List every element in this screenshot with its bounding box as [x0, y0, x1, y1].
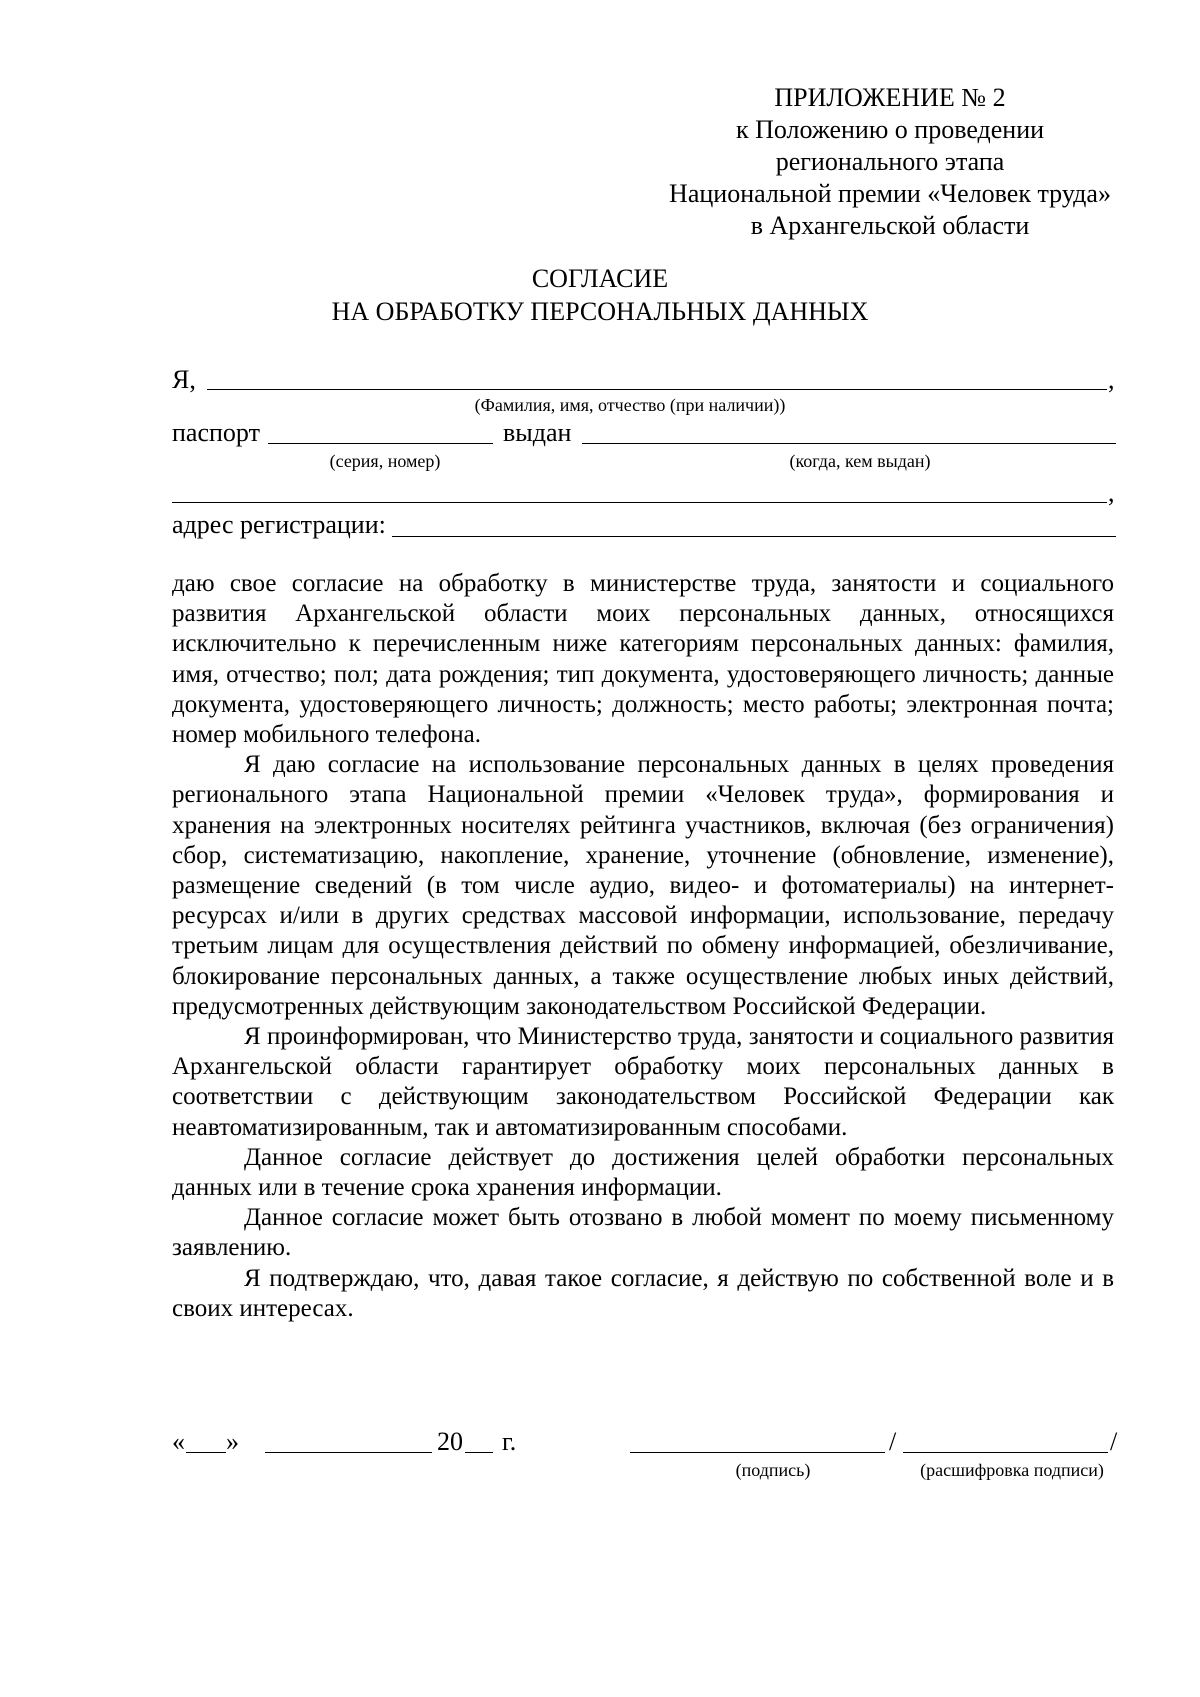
- date-year-field[interactable]: [465, 1452, 493, 1453]
- appendix-ref-line: к Положению о проведении: [735, 115, 1045, 144]
- passport-issued-field[interactable]: [582, 443, 1116, 444]
- full-name-hint: (Фамилия, имя, отчество (при наличии)): [474, 395, 786, 415]
- signature-decode-field[interactable]: [903, 1452, 1108, 1453]
- signature-slash: /: [889, 1427, 897, 1456]
- signature-field[interactable]: [630, 1452, 885, 1453]
- appendix-ref-line: в Архангельской области: [750, 211, 1030, 240]
- issued-label: выдан: [503, 418, 572, 447]
- appendix-ref-line: Национальной премии «Человек труда»: [669, 179, 1111, 208]
- date-year-prefix: 20: [437, 1427, 463, 1456]
- date-close-quote: »: [226, 1427, 239, 1456]
- passport-series-field[interactable]: [268, 443, 493, 444]
- full-name-field[interactable]: [207, 389, 1107, 390]
- consent-paragraph: Данное согласие может быть отозвано в любой момент по моему письменному заявлению.: [172, 1204, 1114, 1262]
- comma: ,: [1108, 478, 1115, 507]
- document-title: [0, 262, 1200, 328]
- i-label: Я,: [172, 365, 196, 394]
- appendix-header: [640, 82, 1140, 242]
- date-month-field[interactable]: [265, 1452, 432, 1453]
- title-line: НА ОБРАБОТКУ ПЕРСОНАЛЬНЫХ ДАННЫХ: [331, 297, 869, 326]
- title-line: СОГЛАСИЕ: [531, 264, 669, 293]
- passport-issued-continuation-field[interactable]: [172, 502, 1107, 503]
- consent-paragraph: Я подтверждаю, что, давая такое согласие, я действую по собственной воле и в своих интересах.: [172, 1264, 1114, 1322]
- date-day-field[interactable]: [186, 1452, 226, 1453]
- date-year-suffix: г.: [502, 1427, 517, 1456]
- address-label: адрес регистрации:: [172, 510, 386, 539]
- passport-series-hint: (серия, номер): [329, 451, 441, 471]
- consent-paragraph: Данное согласие действует до достижения целей обработки персональных данных или в течение срока хранения информации.: [172, 1143, 1114, 1202]
- consent-body: [172, 569, 1114, 1324]
- consent-paragraph: Я даю согласие на использование персональных данных в целях проведения регионального этапа Национальной премии «Человек труда», формирования и хранения на электронных носителях рейтинга участников, включая (без ограничения) сбор, систематизацию, накопление, хранение, уточнение (обновление, изменение), размещение сведений (в том числе аудио, видео- и фотоматериалы) на интернет-ресурсах и/или в других средствах массовой информации, использование, передачу третьим лицам для осуществления действий по обмену информацией, обезличивание, блокирование персональных данных, а также осуществление любых иных действий, предусмотренных действующим законодательством Российской Федерации.: [172, 751, 1114, 1020]
- appendix-number: ПРИЛОЖЕНИЕ № 2: [774, 83, 1006, 112]
- passport-issued-hint: (когда, кем выдан): [789, 451, 931, 471]
- comma: ,: [1108, 365, 1115, 394]
- signature-decode-hint: (расшифровка подписи): [920, 1460, 1104, 1480]
- signature-hint: (подпись): [735, 1460, 811, 1480]
- appendix-ref-line: регионального этапа: [775, 147, 1005, 176]
- consent-paragraph: Я проинформирован, что Министерство труда, занятости и социального развития Архангельской области гарантирует обработку моих персональных данных в соответствии с действующим законодательством Российской Федерации как неавтоматизированным, так и автоматизированным способами.: [172, 1023, 1114, 1141]
- consent-paragraph: даю свое согласие на обработку в министерстве труда, занятости и социального развития Архангельской области моих персональных данных, относящихся исключительно к перечисленным ниже категориям персональных данных: фамилия, имя, отчество; пол; дата рождения; тип документа, удостоверяющего личность; данные документа, удостоверяющего личность; должность; место работы; электронная почта; номер мобильного телефона.: [172, 570, 1114, 749]
- signature-slash: /: [1110, 1427, 1118, 1456]
- address-field[interactable]: [392, 536, 1116, 537]
- passport-label: паспорт: [172, 418, 260, 447]
- date-open-quote: «: [172, 1427, 185, 1456]
